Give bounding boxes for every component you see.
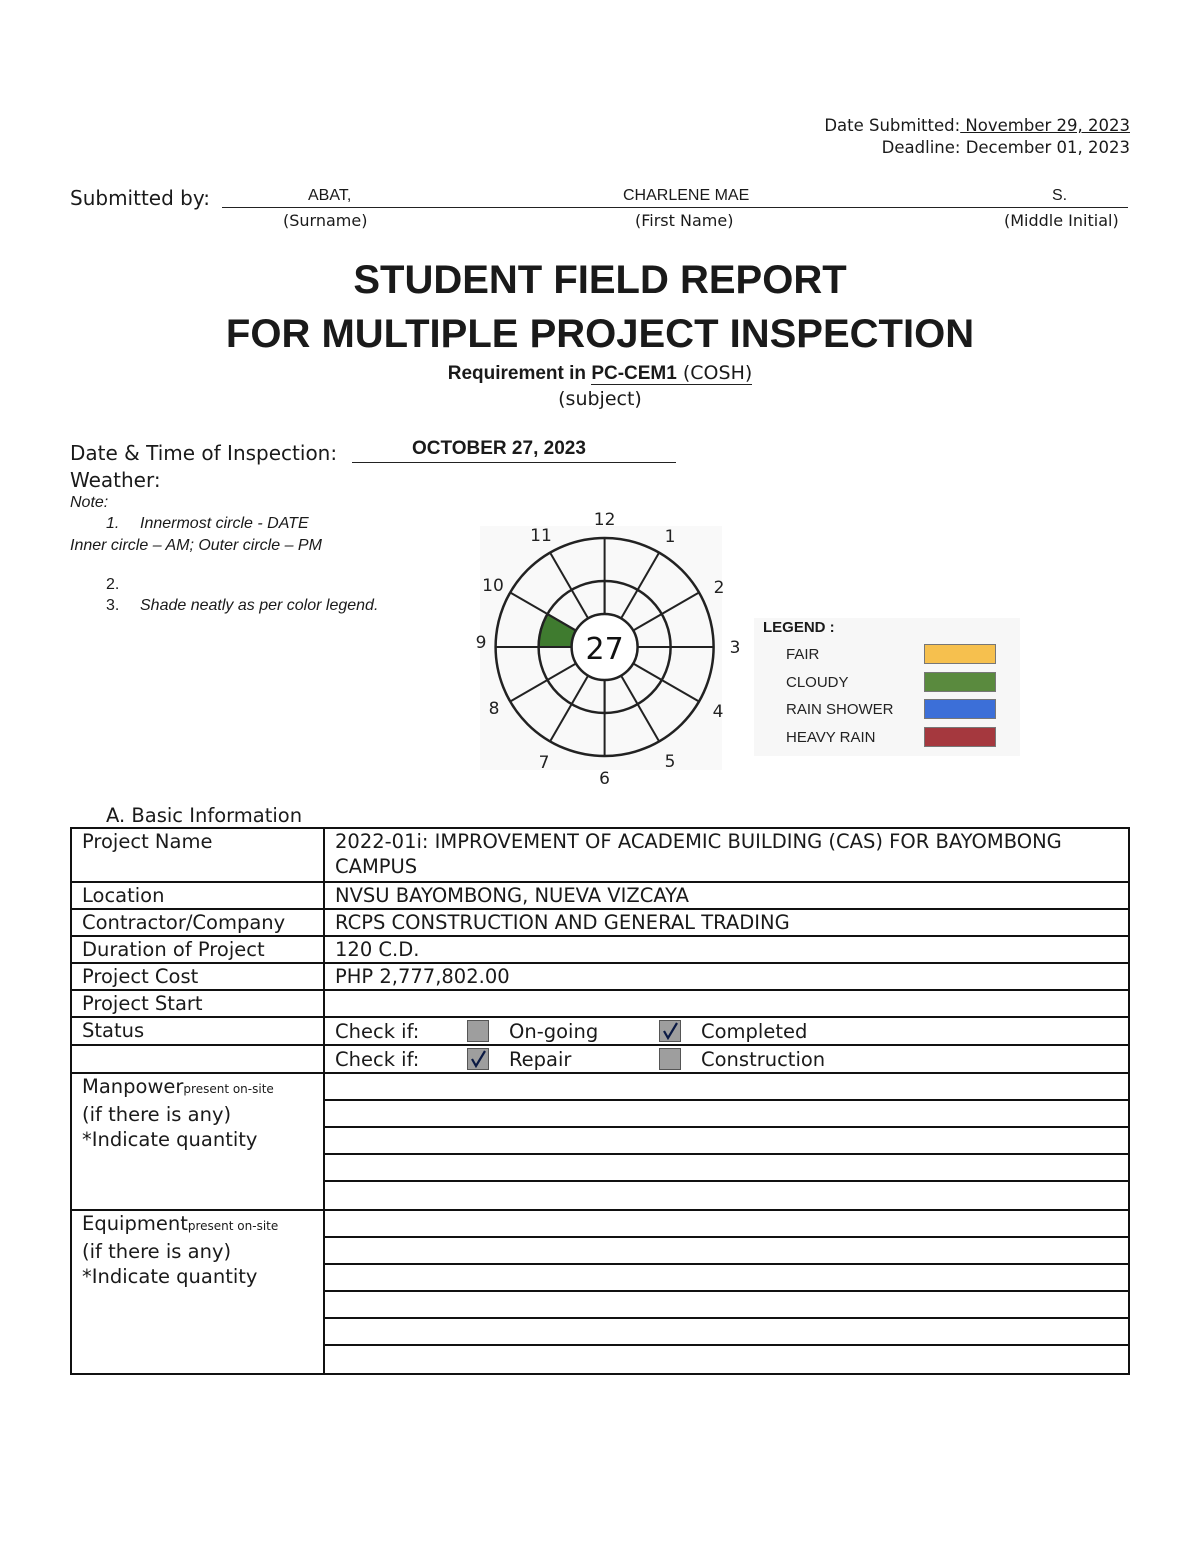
surname-value: ABAT, bbox=[308, 187, 352, 204]
date-time-label: Date & Time of Inspection: bbox=[70, 441, 338, 465]
manpower-label-cell bbox=[71, 1073, 324, 1210]
report-title-line2: FOR MULTIPLE PROJECT INSPECTION bbox=[225, 312, 975, 356]
completed-checkbox[interactable] bbox=[659, 1020, 681, 1042]
subject-caption: (subject) bbox=[558, 388, 642, 410]
equipment-line[interactable] bbox=[325, 1238, 1128, 1265]
manpower-label: Manpower bbox=[82, 1075, 184, 1098]
requirement-line bbox=[0, 362, 1200, 385]
manpower-small-label: present on-site bbox=[183, 1082, 274, 1096]
row-type bbox=[71, 1045, 1129, 1073]
hour-label-5: 5 bbox=[664, 752, 676, 772]
note-item3-number: 3. bbox=[106, 597, 120, 614]
completed-label: Completed bbox=[701, 1019, 808, 1043]
row-project-name bbox=[71, 828, 1129, 882]
type-label-empty bbox=[71, 1045, 324, 1073]
manpower-line[interactable] bbox=[325, 1155, 1128, 1182]
manpower-line[interactable] bbox=[325, 1101, 1128, 1128]
hour-label-12: 12 bbox=[593, 510, 616, 530]
location-label: Location bbox=[71, 882, 324, 909]
subject-name: (COSH) bbox=[676, 362, 753, 384]
manpower-line[interactable] bbox=[325, 1128, 1128, 1155]
hour-label-9: 9 bbox=[475, 633, 487, 653]
start-value[interactable] bbox=[324, 990, 1129, 1017]
equipment-line[interactable] bbox=[325, 1346, 1128, 1372]
manpower-line[interactable] bbox=[325, 1074, 1128, 1101]
equipment-line[interactable] bbox=[325, 1265, 1128, 1292]
construction-checkbox[interactable] bbox=[659, 1048, 681, 1070]
report-title-line1: STUDENT FIELD REPORT bbox=[353, 258, 847, 302]
legend-label-fair: FAIR bbox=[786, 646, 820, 663]
row-location bbox=[71, 882, 1129, 909]
submitted-by-line bbox=[222, 207, 1128, 208]
equipment-line[interactable] bbox=[325, 1211, 1128, 1238]
status-check-if-label: Check if: bbox=[335, 1019, 420, 1043]
legend-label-cloudy: CLOUDY bbox=[786, 674, 849, 691]
row-equipment bbox=[71, 1210, 1129, 1374]
hour-label-10: 10 bbox=[482, 576, 504, 596]
equipment-note2: *Indicate quantity bbox=[82, 1265, 258, 1288]
legend-label-heavy-rain: HEAVY RAIN bbox=[786, 729, 876, 746]
hour-label-8: 8 bbox=[488, 699, 500, 719]
row-cost bbox=[71, 963, 1129, 990]
date-submitted bbox=[824, 116, 1130, 135]
row-contractor bbox=[71, 909, 1129, 936]
cost-value[interactable]: PHP 2,777,802.00 bbox=[324, 963, 1129, 990]
first-name-value: CHARLENE MAE bbox=[623, 187, 750, 204]
manpower-line[interactable] bbox=[325, 1182, 1128, 1208]
manpower-note2: *Indicate quantity bbox=[82, 1128, 258, 1151]
legend-swatch-rain-shower bbox=[924, 699, 996, 719]
section-a-heading: A. Basic Information bbox=[106, 804, 303, 827]
row-status bbox=[71, 1017, 1129, 1045]
row-duration bbox=[71, 936, 1129, 963]
type-options bbox=[324, 1045, 1129, 1073]
cost-label: Project Cost bbox=[71, 963, 324, 990]
ongoing-checkbox[interactable] bbox=[467, 1020, 489, 1042]
legend-label-rain-shower: RAIN SHOWER bbox=[786, 701, 894, 718]
submitted-by-label: Submitted by: bbox=[70, 186, 210, 210]
hour-label-11: 11 bbox=[530, 526, 552, 546]
weather-clock bbox=[470, 505, 750, 795]
hour-label-7: 7 bbox=[538, 753, 550, 773]
middle-initial-value: S. bbox=[1052, 187, 1068, 204]
subject-code: PC-CEM1 bbox=[591, 363, 677, 384]
duration-value[interactable]: 120 C.D. bbox=[324, 936, 1129, 963]
type-check-if-label: Check if: bbox=[335, 1047, 420, 1071]
deadline-value: December 01, 2023 bbox=[965, 138, 1130, 157]
hour-label-3: 3 bbox=[729, 638, 741, 658]
first-name-caption: (First Name) bbox=[635, 211, 734, 230]
row-start bbox=[71, 990, 1129, 1017]
check-icon bbox=[661, 1022, 679, 1040]
legend-swatch-cloudy bbox=[924, 672, 996, 692]
middle-initial-caption: (Middle Initial) bbox=[1004, 211, 1119, 230]
weather-label: Weather: bbox=[70, 468, 161, 492]
row-manpower bbox=[71, 1073, 1129, 1210]
repair-label: Repair bbox=[509, 1047, 572, 1071]
equipment-line[interactable] bbox=[325, 1319, 1128, 1346]
legend-swatch-heavy-rain bbox=[924, 727, 996, 747]
note-item3: Shade neatly as per color legend. bbox=[140, 597, 379, 614]
equipment-note1: (if there is any) bbox=[82, 1240, 232, 1263]
project-name-value[interactable]: 2022-01i: IMPROVEMENT OF ACADEMIC BUILDING (CAS) FOR BAYOMBONG CAMPUS bbox=[324, 828, 1129, 882]
date-time-line bbox=[352, 462, 676, 463]
contractor-value[interactable]: RCPS CONSTRUCTION AND GENERAL TRADING bbox=[324, 909, 1129, 936]
basic-info-table bbox=[70, 827, 1130, 1375]
construction-label: Construction bbox=[701, 1047, 826, 1071]
note-item1: Innermost circle - DATE bbox=[140, 515, 309, 532]
check-icon bbox=[469, 1050, 487, 1068]
hour-label-2: 2 bbox=[713, 578, 725, 598]
legend-title: LEGEND : bbox=[763, 619, 835, 636]
contractor-label: Contractor/Company bbox=[71, 909, 324, 936]
duration-label: Duration of Project bbox=[71, 936, 324, 963]
note-item1-number: 1. bbox=[106, 515, 120, 532]
hour-label-1: 1 bbox=[664, 527, 676, 547]
deadline-label: Deadline: bbox=[881, 138, 961, 157]
manpower-note1: (if there is any) bbox=[82, 1103, 232, 1126]
equipment-line[interactable] bbox=[325, 1292, 1128, 1319]
note-item2-number: 2. bbox=[106, 576, 120, 593]
equipment-label: Equipment bbox=[82, 1212, 188, 1235]
surname-caption: (Surname) bbox=[283, 211, 368, 230]
status-options bbox=[324, 1017, 1129, 1045]
requirement-prefix: Requirement in bbox=[447, 363, 592, 384]
legend-swatch-fair bbox=[924, 644, 996, 664]
equipment-small-label: present on-site bbox=[187, 1219, 279, 1233]
ongoing-label: On-going bbox=[509, 1019, 599, 1043]
hour-label-6: 6 bbox=[599, 769, 611, 789]
deadline bbox=[882, 138, 1130, 157]
repair-checkbox[interactable] bbox=[467, 1048, 489, 1070]
center-date-text: 27 bbox=[585, 632, 624, 667]
note-heading: Note: bbox=[70, 494, 109, 511]
equipment-label-cell bbox=[71, 1210, 324, 1374]
hour-label-4: 4 bbox=[712, 702, 724, 722]
project-name-label: Project Name bbox=[71, 828, 324, 882]
date-submitted-label: Date Submitted: bbox=[824, 116, 961, 135]
manpower-entries bbox=[324, 1073, 1129, 1210]
equipment-entries bbox=[324, 1210, 1129, 1374]
date-time-value: OCTOBER 27, 2023 bbox=[412, 438, 586, 459]
note-inner-outer: Inner circle – AM; Outer circle – PM bbox=[70, 537, 322, 554]
status-label: Status bbox=[71, 1017, 324, 1045]
start-label: Project Start bbox=[71, 990, 324, 1017]
date-submitted-value: November 29, 2023 bbox=[960, 116, 1130, 135]
location-value[interactable]: NVSU BAYOMBONG, NUEVA VIZCAYA bbox=[324, 882, 1129, 909]
